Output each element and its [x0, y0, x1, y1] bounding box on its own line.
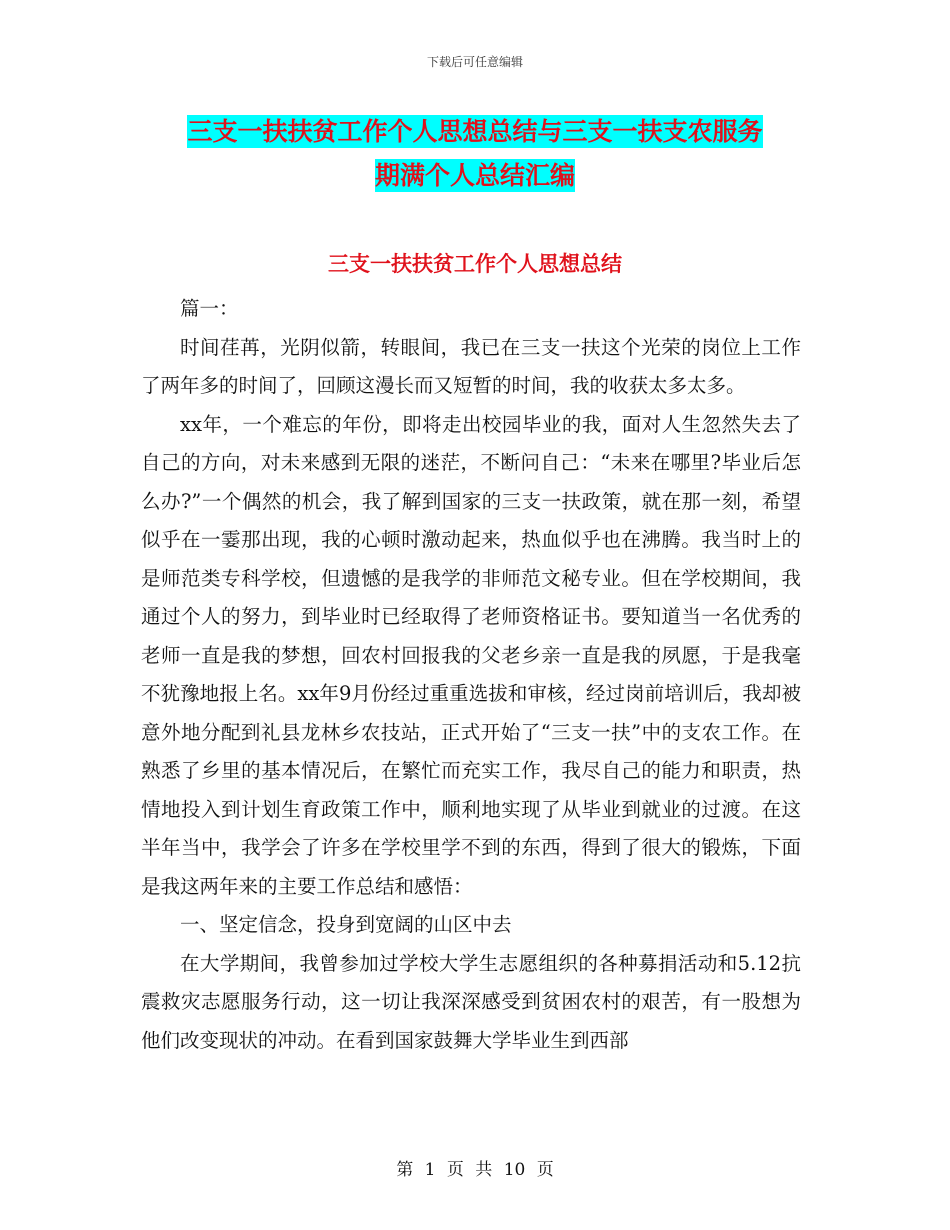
- paragraph: 在大学期间，我曾参加过学校大学生志愿组织的各种募捐活动和5.12抗震救灾志愿服务行动，这一切让我深深感受到贫困农村的艰苦，有一股想为他们改变现状的冲动。在看到国家鼓舞大学毕业生到西部: [141, 951, 801, 1052]
- section-title: 三支一扶扶贫工作个人思想总结: [328, 252, 622, 276]
- paragraph-heading: 一、坚定信念，投身到宽阔的山区中去: [180, 913, 512, 936]
- page-header-note: 下载后可任意编辑: [426, 55, 523, 69]
- paragraph: 篇一：: [180, 297, 239, 320]
- paragraph: 时间荏苒，光阴似箭，转眼间，我已在三支一扶这个光荣的岗位上工作了两年多的时间了，回顾这漫长而又短暂的时间，我的收获太多太多。: [141, 335, 801, 397]
- document-body: [141, 290, 801, 1060]
- title-line-1: 三支一扶扶贫工作个人思想总结与三支一扶支农服务: [187, 117, 763, 146]
- page-footer: 第 1 页 共 10 页: [396, 1160, 554, 1180]
- paragraph: xx年，一个难忘的年份，即将走出校园毕业的我，面对人生忽然失去了自己的方向，对未来感到无限的迷茫，不断问自己：“未来在哪里?毕业后怎么办?”一个偶然的机会，我了解到国家的三支一扶政策，就在那一刻，希望似乎在一霎那出现，我的心顿时激动起来，热血似乎也在沸腾。我当时上的是师范类专科学校，但遗憾的是我学的非师范文秘专业。但在学校期间，我通过个人的努力，到毕业时已经取得了老师资格证书。要知道当一名优秀的老师一直是我的梦想，回农村回报我的父老乡亲一直是我的夙愿，于是我毫不犹豫地报上名。xx年9月份经过重重选拔和审核，经过岗前培训后，我却被意外地分配到礼县龙林乡农技站，正式开始了“三支一扶”中的支农工作。在熟悉了乡里的基本情况后，在繁忙而充实工作，我尽自己的能力和职责，热情地投入到计划生育政策工作中，顺利地实现了从毕业到就业的过渡。在这半年当中，我学会了许多在学校里学不到的东西，得到了很大的锻炼，下面是我这两年来的主要工作总结和感悟：: [141, 412, 801, 898]
- title-line-2: 期满个人总结汇编: [374, 161, 575, 190]
- document-title: [0, 110, 950, 198]
